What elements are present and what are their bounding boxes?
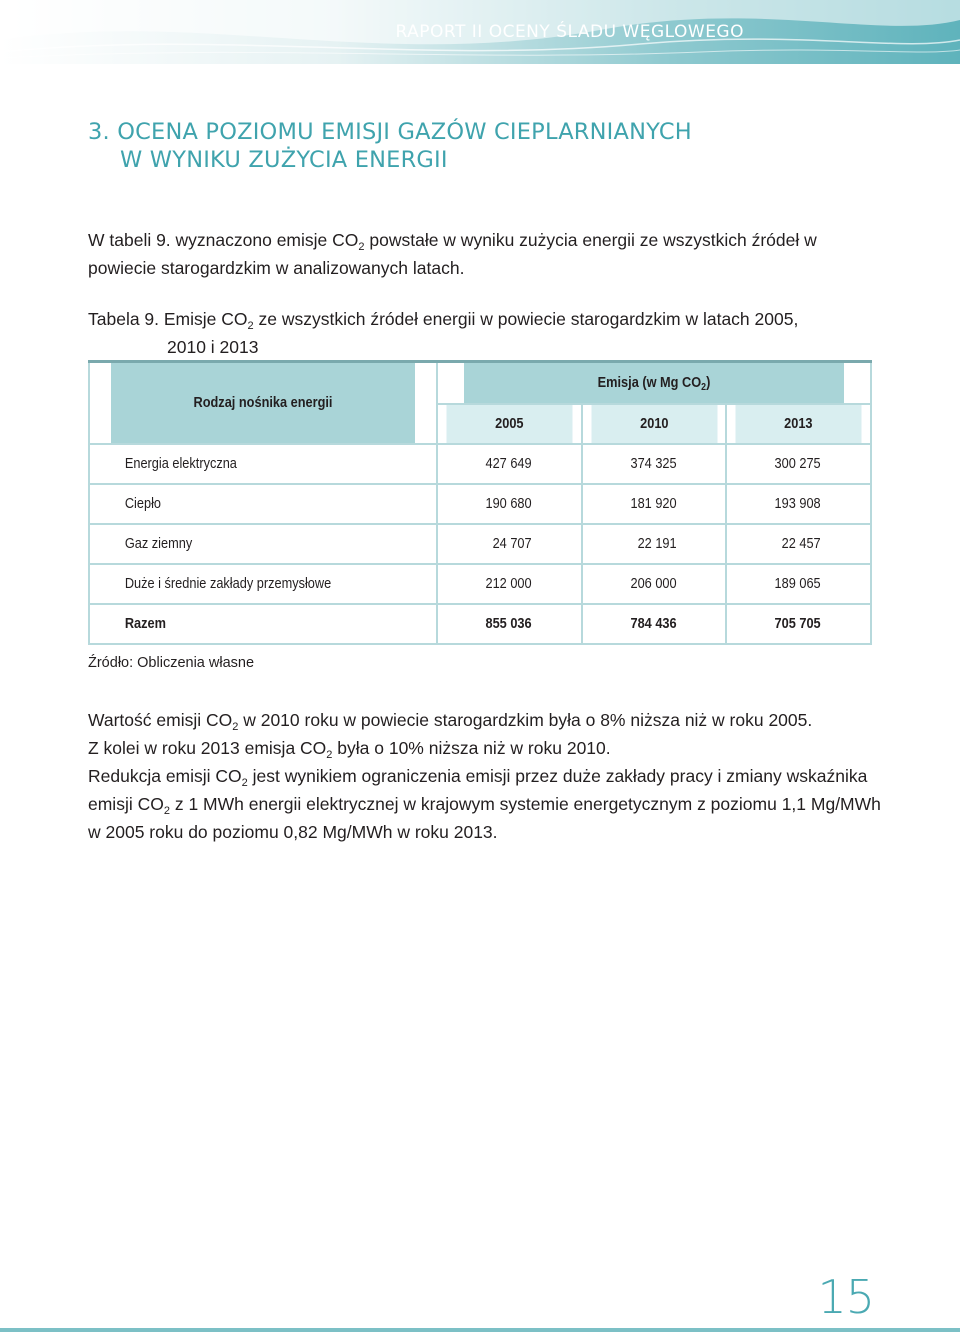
table-cell: 427 649 [446, 444, 573, 484]
table-cell: 22 457 [735, 524, 862, 564]
column-header-energy-carrier: Rodzaj nośnika energii [110, 362, 416, 444]
table-row [89, 484, 871, 524]
table-cell: 374 325 [590, 444, 717, 484]
conclusion-text: Z kolei w roku 2013 emisja CO [88, 738, 327, 758]
caption-text-c: 2010 i 2013 [167, 337, 259, 357]
intro-text-a: W tabeli 9. wyznaczono emisje CO [88, 230, 359, 250]
footer-rule [0, 1328, 960, 1332]
table-caption [88, 305, 888, 361]
conclusion-text: jest wynikiem ograniczenia emisji przez duże zakłady pracy i zmiany wskaźnika emisji CO [88, 766, 868, 814]
caption-text-b: ze wszystkich źródeł energii w powiecie starogardzkim w latach 2005, [253, 309, 799, 329]
table-cell: 181 920 [590, 484, 717, 524]
intro-subscript: 2 [358, 241, 365, 253]
conclusion-text: Wartość emisji CO [88, 710, 233, 730]
chapter-heading [88, 118, 692, 174]
conclusion-subscript: 2 [163, 805, 170, 817]
row-label: Ciepło [110, 484, 416, 524]
conclusion-text: Redukcja emisji CO [88, 766, 242, 786]
row-label: Energia elektryczna [110, 444, 416, 484]
intro-text-b: powstałe w wyniku zużycia energii ze wszystkich źródeł w powiecie starogardzkim w analizowanych latach. [88, 230, 817, 278]
column-header-year: 2010 [590, 404, 717, 444]
caption-subscript: 2 [247, 320, 254, 332]
table-cell: 212 000 [446, 564, 573, 604]
caption-text-a: Tabela 9. Emisje CO [88, 309, 248, 329]
table-row [89, 444, 871, 484]
table-source-note: Źródło: Obliczenia własne [88, 655, 255, 671]
table-cell: 189 065 [735, 564, 862, 604]
table-cell: 855 036 [446, 604, 573, 644]
table-cell: 193 908 [735, 484, 862, 524]
conclusion-subscript: 2 [241, 777, 248, 789]
intro-paragraph [88, 226, 888, 282]
emissions-table [88, 360, 872, 645]
column-header-year: 2013 [735, 404, 862, 444]
table-cell: 705 705 [735, 604, 862, 644]
column-header-year: 2005 [446, 404, 573, 444]
conclusion-text: z 1 MWh energii elektrycznej w krajowym systemie energetycznym z poziomu 1,1 Mg/MWh w 2005 roku do poziomu 0,82 Mg/MWh w roku 2013. [88, 794, 881, 842]
conclusion-text: w 2010 roku w powiecie starogardzkim była o 8% niższa niż w roku 2005. [238, 710, 813, 730]
emission-header-text-a: Emisja (w Mg CO [597, 374, 702, 391]
row-label: Gaz ziemny [110, 524, 416, 564]
header-band [0, 0, 960, 64]
conclusion-paragraph [88, 706, 888, 846]
emission-header-text-b: ) [706, 374, 711, 391]
table-cell: 190 680 [446, 484, 573, 524]
table-total-row [89, 604, 871, 644]
emission-header-subscript: 2 [701, 381, 707, 393]
table-row [89, 564, 871, 604]
table-cell: 206 000 [590, 564, 717, 604]
conclusion-text: była o 10% niższa niż w roku 2010. [332, 738, 611, 758]
row-label: Razem [110, 604, 416, 644]
table-cell: 784 436 [590, 604, 717, 644]
row-label: Duże i średnie zakłady przemysłowe [110, 564, 416, 604]
chapter-heading-line2: W WYNIKU ZUŻYCIA ENERGII [120, 147, 448, 173]
chapter-heading-line1: 3. OCENA POZIOMU EMISJI GAZÓW CIEPLARNIANYCH [88, 119, 692, 145]
page-number: 15 [817, 1270, 874, 1324]
table-cell: 22 191 [590, 524, 717, 564]
conclusion-subscript: 2 [326, 749, 333, 761]
column-group-header-emission [463, 362, 845, 404]
table-row [89, 524, 871, 564]
running-header-title: RAPORT II OCENY ŚLADU WĘGLOWEGO [395, 22, 744, 42]
table-cell: 24 707 [446, 524, 573, 564]
table-cell: 300 275 [735, 444, 862, 484]
conclusion-subscript: 2 [232, 721, 239, 733]
